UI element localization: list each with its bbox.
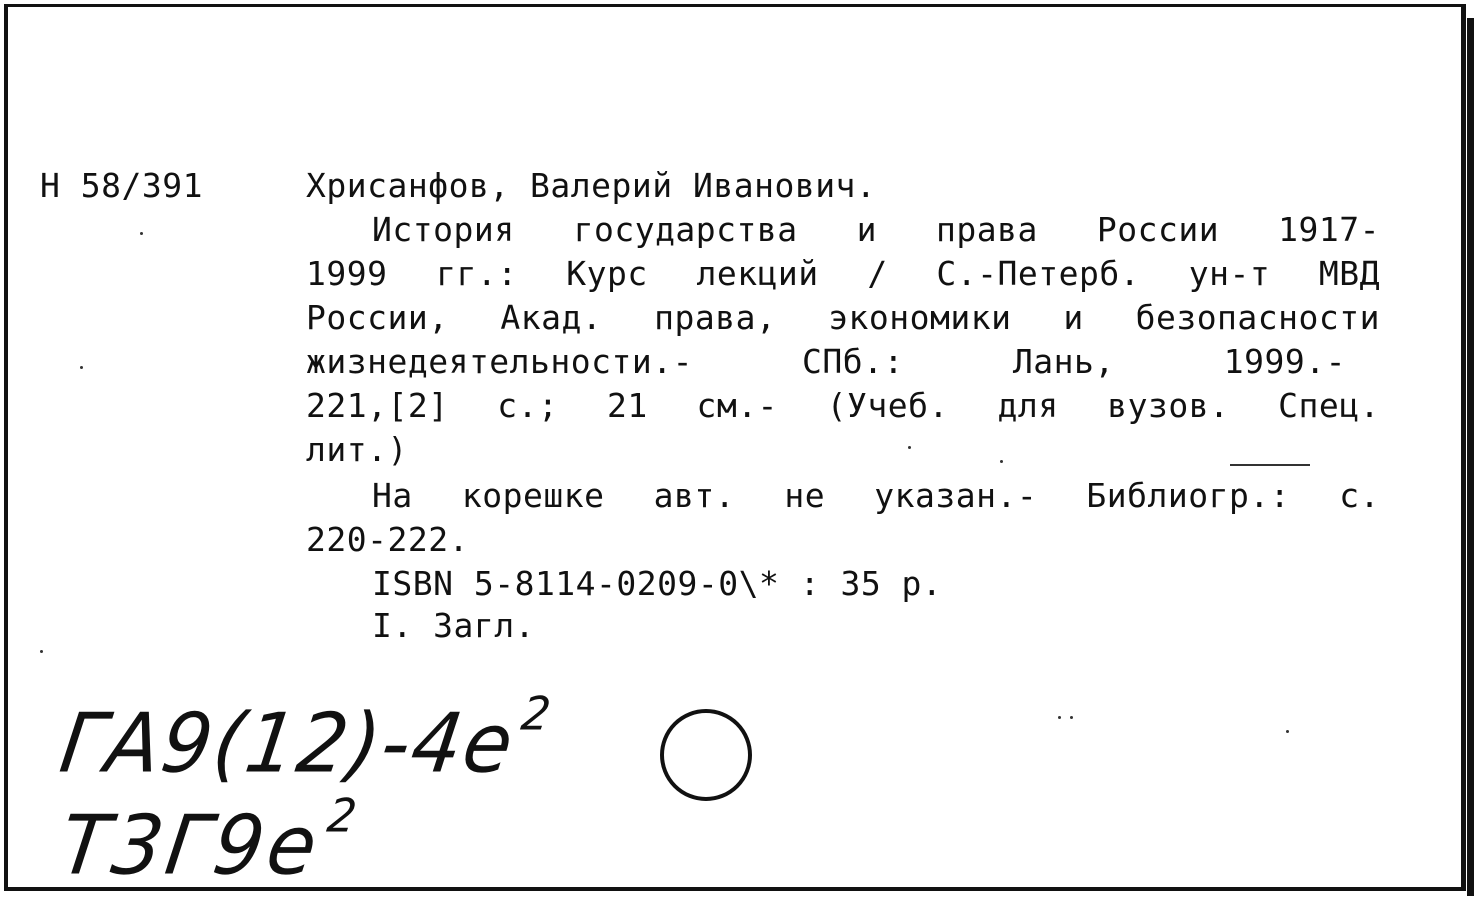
handwritten-classification-1: $ГА9(12)-4е^2$	[54, 687, 556, 792]
speck	[1070, 716, 1073, 719]
punch-hole	[660, 709, 752, 801]
speck	[908, 446, 911, 449]
speck	[80, 366, 83, 369]
note-line-2: 220-222.	[306, 520, 469, 559]
handwritten-classification-2: $Т3Г9е^2$	[54, 789, 364, 894]
speck	[1286, 730, 1289, 733]
title-line-6: лит.)	[306, 430, 408, 469]
speck	[1000, 460, 1003, 463]
tracing-line: I. Загл.	[372, 606, 535, 645]
speck	[140, 232, 143, 235]
author-heading: Хрисанфов, Валерий Иванович.	[306, 166, 877, 205]
card-right-edge	[1467, 18, 1474, 896]
title-line-5: 221,[2] с.; 21 см.- (Учеб. для вузов. Спец.	[306, 386, 1380, 425]
title-line-2: 1999 гг.: Курс лекций / С.-Петерб. ун-т МВД	[306, 254, 1380, 293]
speck	[1230, 464, 1310, 466]
speck	[40, 650, 43, 653]
speck	[1058, 716, 1061, 719]
title-line-1: История государства и права России 1917-	[372, 210, 1380, 249]
title-line-3: России, Акад. права, экономики и безопасности	[306, 298, 1380, 337]
title-line-4: жизнедеятельности.- СПб.: Лань, 1999.-	[306, 342, 1346, 381]
isbn-line: ISBN 5-8114-0209-0\* : 35 р.	[372, 564, 943, 603]
note-line-1: На корешке авт. не указан.- Библиогр.: с.	[372, 476, 1380, 515]
shelfmark: Н 58/391	[40, 166, 203, 205]
